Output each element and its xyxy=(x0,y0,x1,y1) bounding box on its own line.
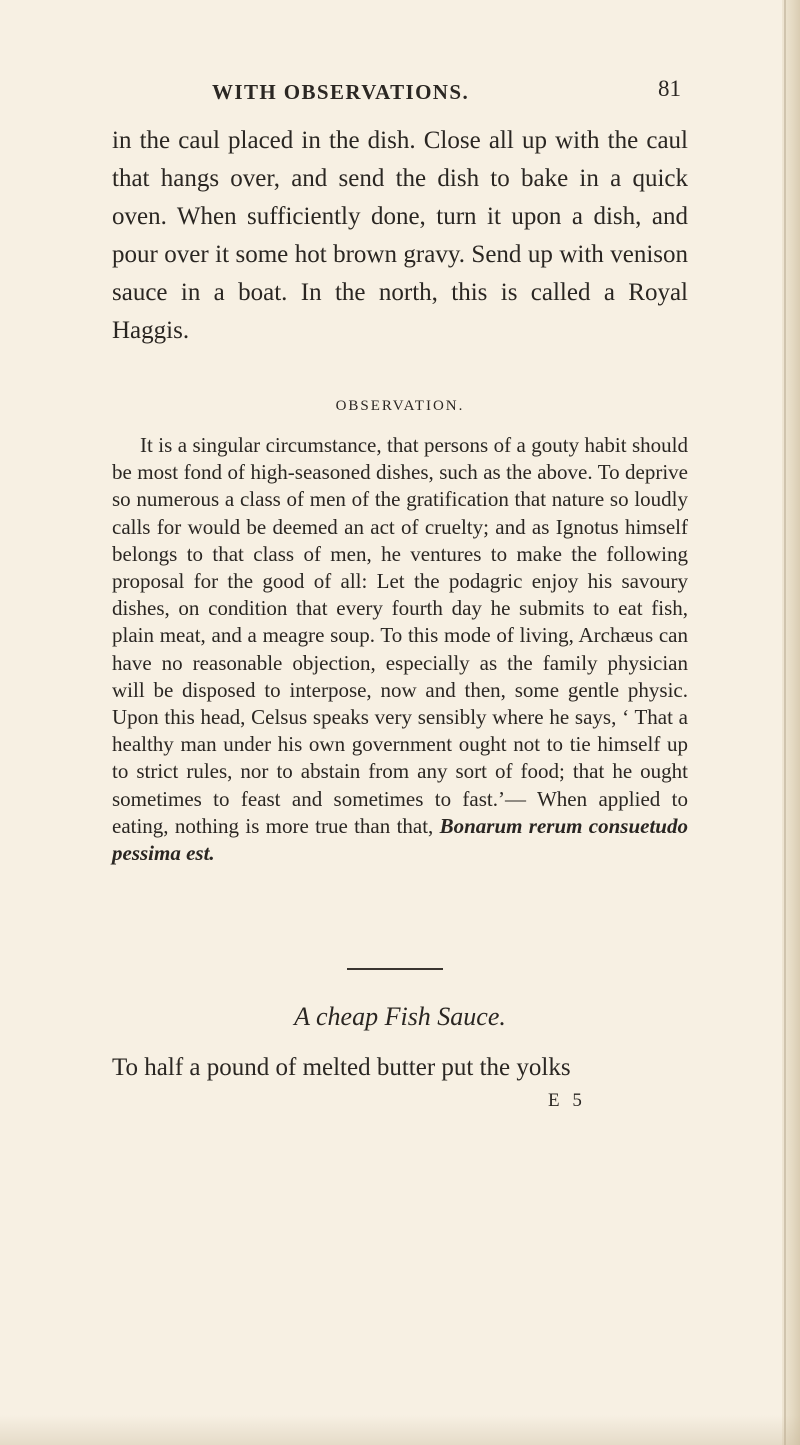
page-number: 81 xyxy=(658,76,681,101)
section-divider xyxy=(347,968,443,970)
signature-mark: E 5 xyxy=(548,1090,586,1111)
recipe-title: A cheap Fish Sauce. xyxy=(294,1002,506,1031)
latin-quote: Bonarum rerum consuetudo pessima est. xyxy=(112,813,688,866)
observation-body: It is a singular circumstance, that persons of a gouty habit should be most fond of high-seasoned dishes, such as the above. To deprive so numerous a class of men of the gratification that nature so loudly calls for would be deemed an act of cruelty; and as Ignotus himself belongs to that class of men, he ventures to make the following proposal for the good of all: Let the podagric enjoy his savoury dishes, on condition that every fourth day he submits to eat fish, plain meat, and a meagre soup. To this mode of living, Archæus can have no reasonable objection, especially as the family physician will be disposed to interpose, now and then, some gentle physic. Upon this head, Celsus speaks very sensibly where he says, ‘ That a healthy man under his own government ought not to tie himself up to strict rules, nor to abstain from any sort of food; that he ought sometimes to feast and sometimes to fast.’— When applied to eating, nothing is more true than that, xyxy=(112,433,688,838)
observation-heading: OBSERVATION. xyxy=(335,398,465,414)
observation-paragraph xyxy=(112,432,688,867)
recipe-first-line: To half a pound of melted butter put the yolks xyxy=(112,1054,571,1081)
page-edge-line xyxy=(784,0,786,1445)
recipe-end-paragraph: in the caul placed in the dish. Close all up with the caul that hangs over, and send the dish to bake in a quick oven. When sufficiently done, turn it upon a dish, and pour over it some hot brown gravy. Send up with venison sauce in a boat. In the north, this is called a Royal Haggis. xyxy=(112,127,688,344)
running-title: WITH OBSERVATIONS. xyxy=(212,80,470,104)
running-head xyxy=(0,76,800,110)
bottom-stain xyxy=(0,1415,800,1445)
